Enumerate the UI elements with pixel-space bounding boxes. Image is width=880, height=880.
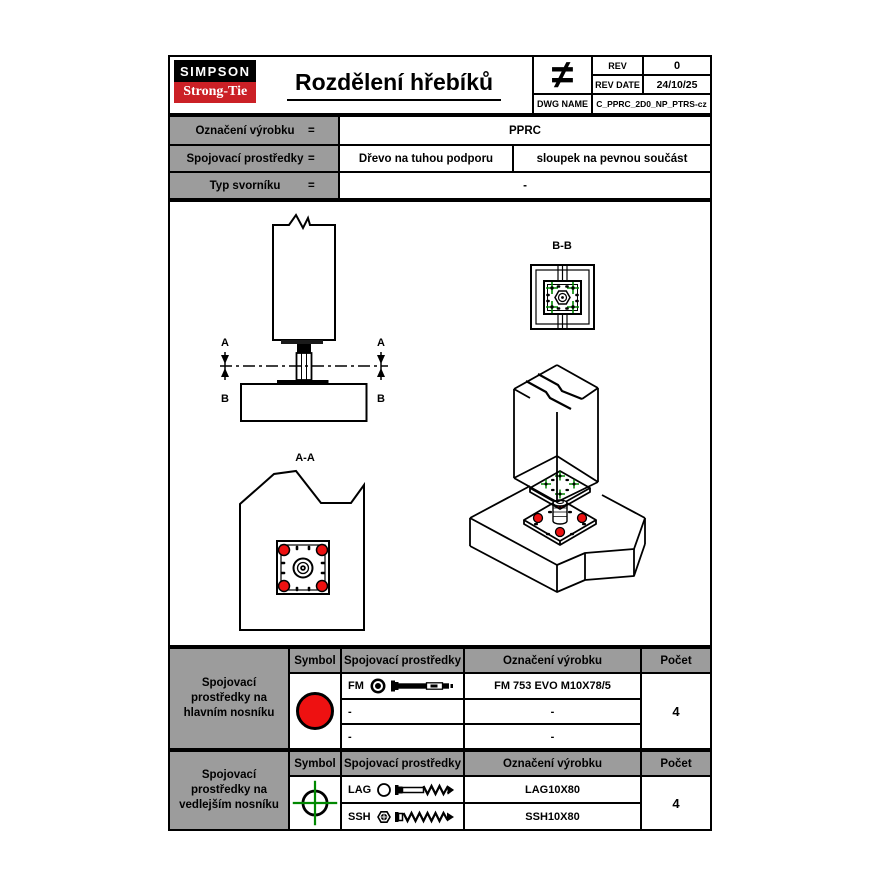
fastener-code: SSH bbox=[348, 810, 371, 823]
lag-screw-icon bbox=[376, 781, 462, 799]
col-header-symbol: Symbol bbox=[288, 649, 340, 672]
section-label-b-left: B bbox=[221, 393, 229, 405]
info-value: PPRC bbox=[509, 124, 541, 137]
rev-date-label: REV DATE bbox=[591, 76, 642, 95]
simpson-strongtie-logo bbox=[174, 60, 256, 103]
equals-sign: = bbox=[308, 124, 315, 137]
secondary-beam-fastener-table bbox=[168, 750, 712, 831]
info-label-cell bbox=[170, 173, 340, 198]
product-cell: - bbox=[463, 723, 640, 748]
col-header-product: Označení výrobku bbox=[463, 649, 640, 672]
logo-strongtie-text: Strong-Tie bbox=[174, 82, 256, 103]
col-header-product: Označení výrobku bbox=[463, 752, 640, 775]
info-label: Označení výrobku bbox=[195, 124, 295, 137]
info-row-bolt-type bbox=[170, 171, 710, 198]
equals-sign: = bbox=[308, 152, 315, 165]
group-label-main-beam: Spojovací prostředky na hlavním nosníku bbox=[170, 649, 288, 748]
view-label-aa: A-A bbox=[295, 452, 315, 464]
count-cell: 4 bbox=[640, 775, 710, 829]
info-label: Spojovací prostředky bbox=[186, 152, 304, 165]
section-label-a-left: A bbox=[221, 337, 229, 349]
product-cell: - bbox=[463, 698, 640, 723]
fastener-cell bbox=[340, 775, 463, 802]
symbol-cell-secondary-beam bbox=[288, 775, 340, 829]
col-header-fasteners: Spojovací prostředky bbox=[340, 752, 463, 775]
col-header-count: Počet bbox=[640, 649, 710, 672]
main-beam-fastener-table bbox=[168, 647, 712, 750]
col-header-count: Počet bbox=[640, 752, 710, 775]
section-bb-view bbox=[531, 240, 594, 329]
fastener-cell bbox=[340, 672, 463, 698]
rev-value: 0 bbox=[642, 57, 710, 76]
info-value-right: sloupek na pevnou součást bbox=[536, 152, 688, 165]
anchor-bolt-icon bbox=[369, 677, 461, 695]
col-header-fasteners: Spojovací prostředky bbox=[340, 649, 463, 672]
logo-simpson-text: SIMPSON bbox=[174, 60, 256, 82]
symbol-cell-main-beam bbox=[288, 672, 340, 748]
product-cell: LAG10X80 bbox=[463, 775, 640, 802]
view-label-bb: B-B bbox=[552, 240, 572, 252]
fastener-cell bbox=[340, 802, 463, 829]
dwg-name-label: DWG NAME bbox=[532, 95, 591, 113]
section-label-b-right: B bbox=[377, 393, 385, 405]
not-equal-symbol-cell bbox=[532, 53, 591, 97]
count-cell: 4 bbox=[640, 672, 710, 748]
fastener-code: FM bbox=[348, 680, 364, 692]
info-row-product bbox=[170, 117, 710, 144]
drawing-sheet bbox=[168, 55, 712, 831]
fastener-cell: - bbox=[340, 723, 463, 748]
info-label-cell bbox=[170, 117, 340, 144]
ssh-screw-icon bbox=[376, 808, 462, 826]
sheet-title-cell bbox=[256, 57, 532, 113]
product-cell: SSH10X80 bbox=[463, 802, 640, 829]
dwg-name-value: C_PPRC_2D0_NP_PTRS-cz bbox=[591, 95, 710, 113]
col-header-symbol: Symbol bbox=[288, 752, 340, 775]
rev-label: REV bbox=[591, 57, 642, 76]
section-aa-view bbox=[240, 452, 364, 630]
not-equal-icon: ≠ bbox=[551, 53, 574, 97]
info-value: - bbox=[523, 179, 527, 192]
info-label: Typ svorníku bbox=[209, 179, 281, 192]
sheet-title: Rozdělení hřebíků bbox=[287, 69, 501, 101]
title-block bbox=[168, 55, 712, 115]
product-info-table bbox=[168, 115, 712, 200]
rev-date-value: 24/10/25 bbox=[642, 76, 710, 95]
info-value-left: Dřevo na tuhou podporu bbox=[340, 146, 514, 171]
drawing-area bbox=[168, 200, 712, 647]
info-label-cell bbox=[170, 146, 340, 171]
section-label-a-right: A bbox=[377, 337, 385, 349]
red-circle-marker-icon bbox=[296, 692, 334, 730]
equals-sign: = bbox=[308, 179, 315, 192]
product-cell: FM 753 EVO M10X78/5 bbox=[463, 672, 640, 698]
front-elevation-view bbox=[220, 215, 388, 421]
isometric-view bbox=[470, 365, 645, 592]
green-crosshair-marker-icon bbox=[290, 776, 340, 830]
fastener-cell: - bbox=[340, 698, 463, 723]
fastener-code: LAG bbox=[348, 783, 372, 796]
group-label-secondary-beam: Spojovací prostředky na vedlejším nosníku bbox=[170, 752, 288, 829]
info-row-fasteners bbox=[170, 144, 710, 171]
technical-drawing bbox=[170, 202, 710, 645]
